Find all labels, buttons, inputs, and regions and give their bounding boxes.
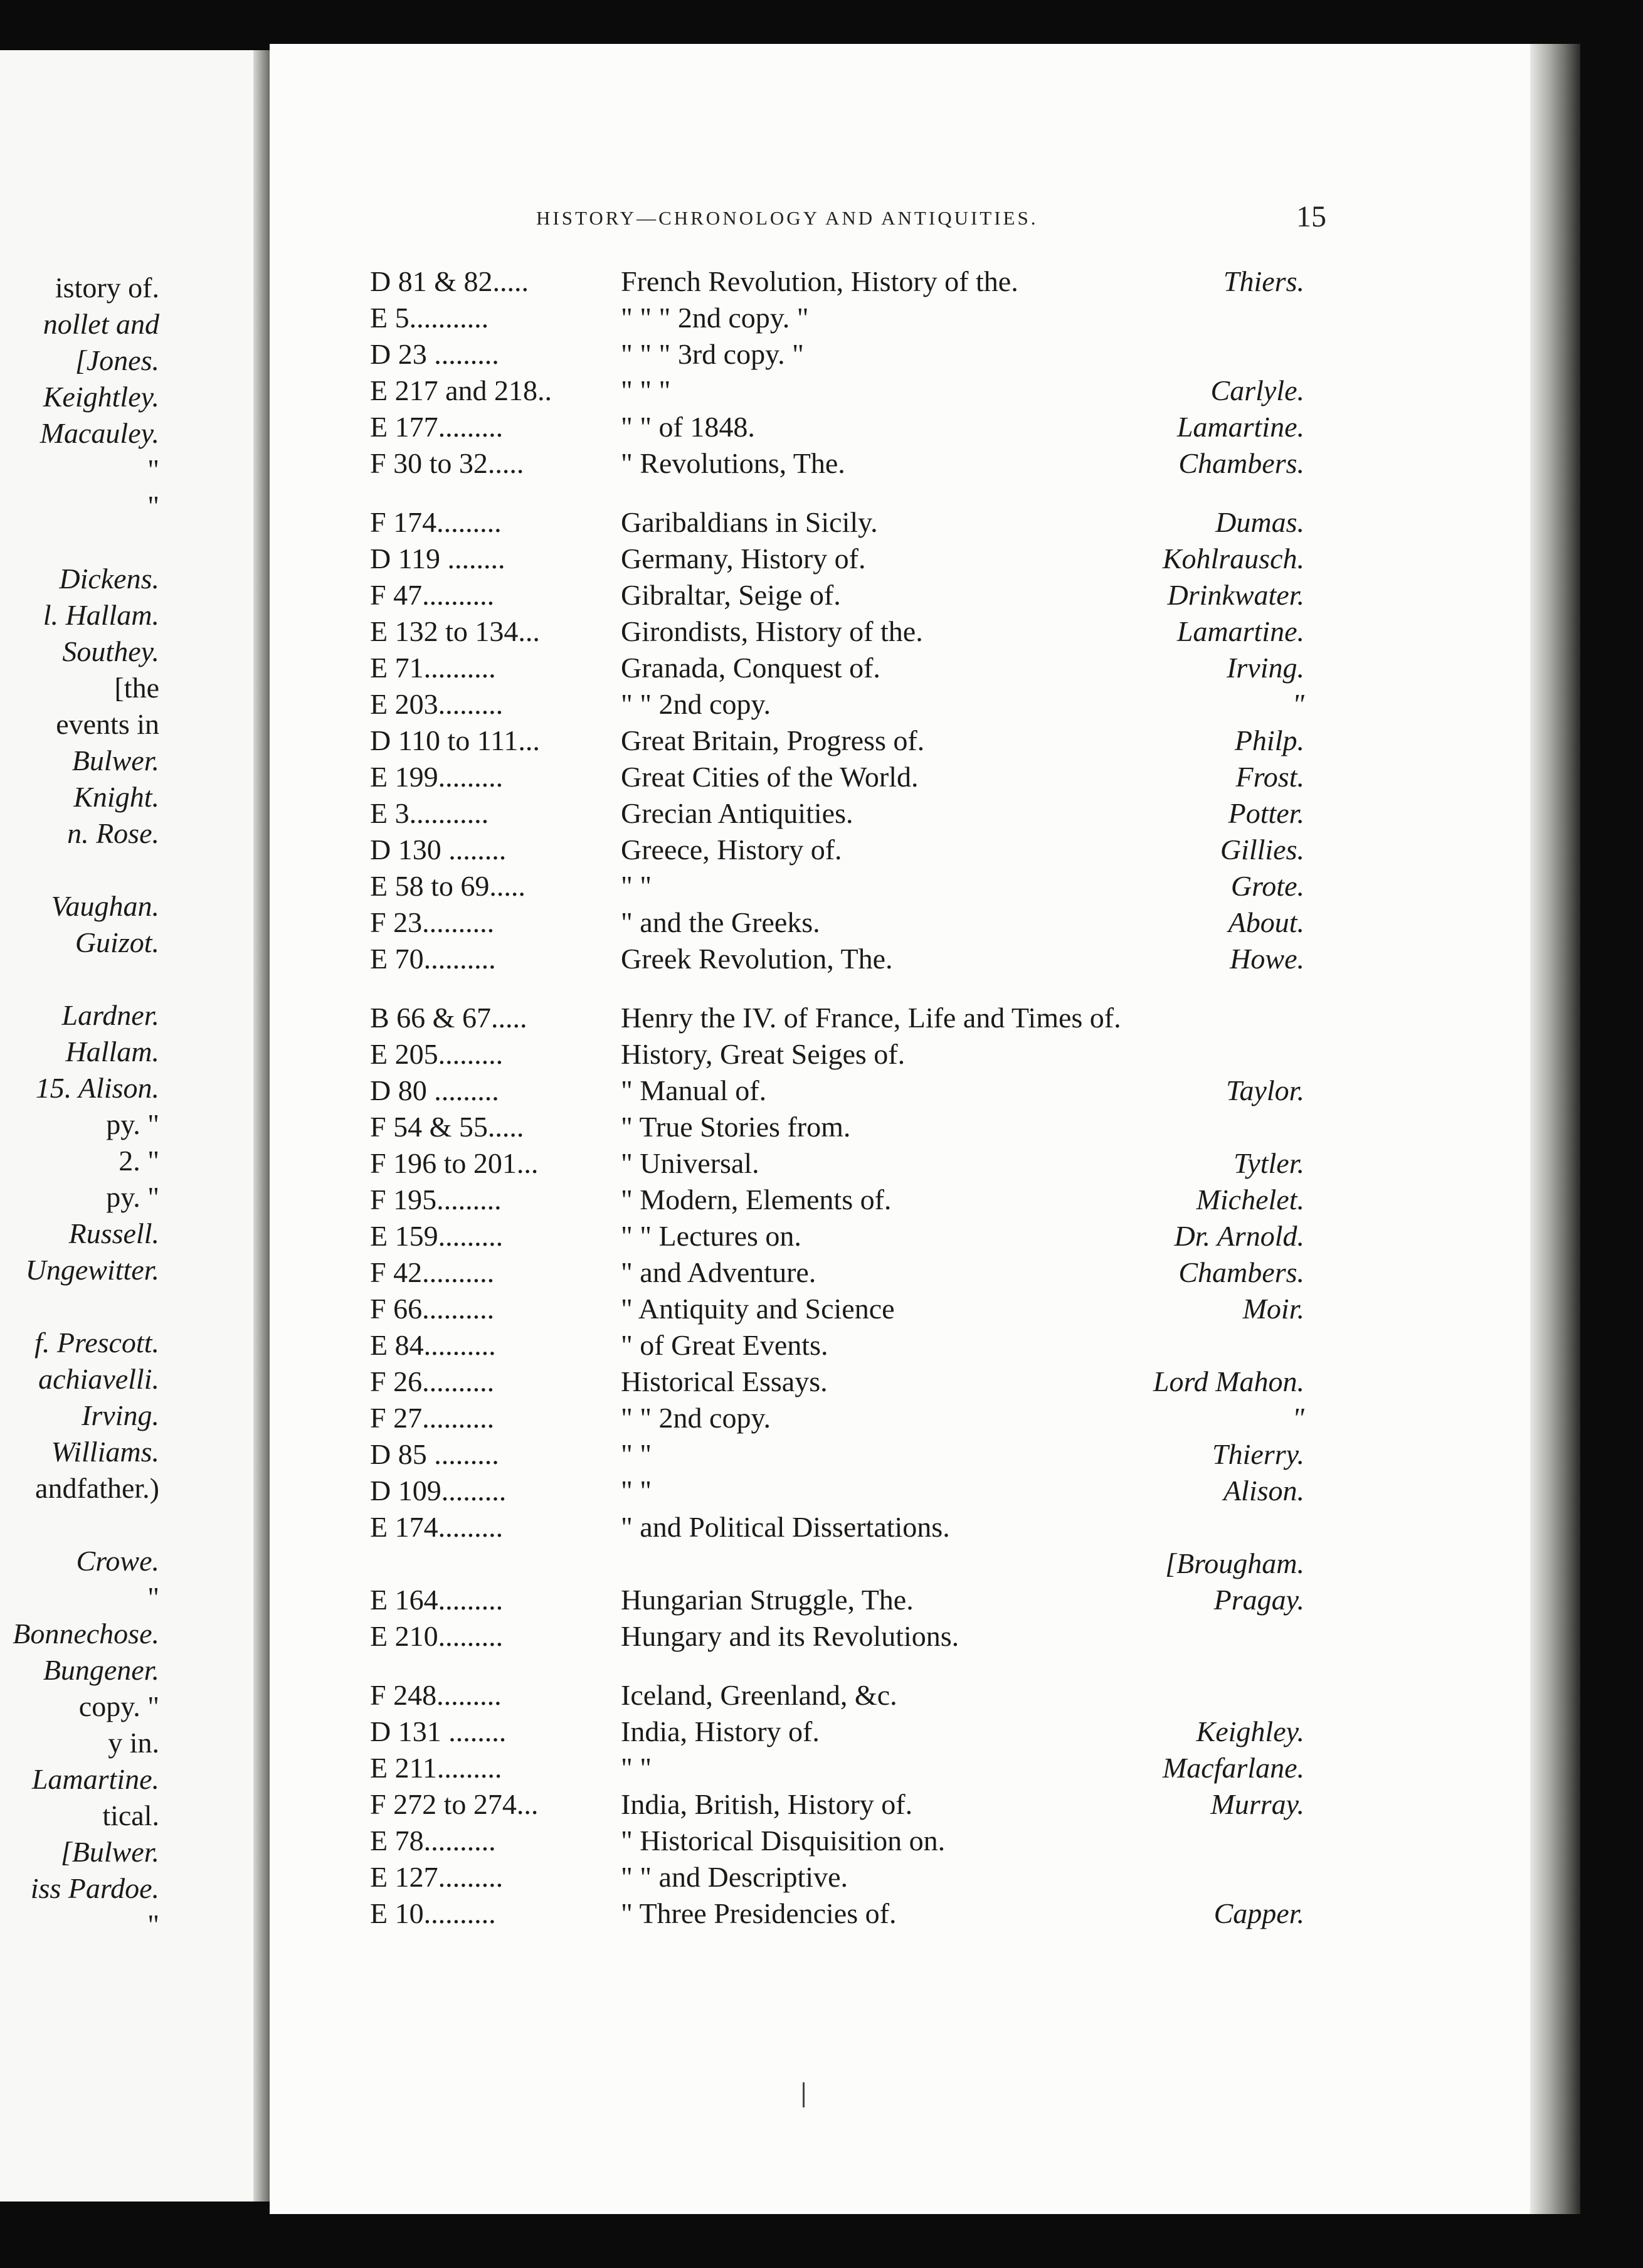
left-page-line: iss Pardoe. bbox=[30, 1872, 159, 1904]
entry-title: " " bbox=[621, 870, 652, 902]
entry-title: " Antiquity and Science bbox=[621, 1293, 895, 1325]
call-number: E 5........... bbox=[370, 302, 489, 334]
entry-title: " " " bbox=[621, 374, 671, 406]
entry-author: Moir. bbox=[1242, 1293, 1304, 1325]
entry-title: India, British, History of. bbox=[621, 1788, 913, 1820]
call-number: F 23.......... bbox=[370, 906, 495, 938]
entry-author: Thierry. bbox=[1212, 1438, 1304, 1470]
entry-title: Gibraltar, Seige of. bbox=[621, 579, 841, 611]
call-number: E 164......... bbox=[370, 1584, 504, 1616]
call-number: B 66 & 67..... bbox=[370, 1002, 527, 1034]
entry-title: Germany, History of. bbox=[621, 543, 866, 575]
entry-title: " " " 3rd copy. " bbox=[621, 338, 804, 370]
call-number: E 177......... bbox=[370, 411, 504, 443]
entry-author: Philp. bbox=[1234, 724, 1304, 756]
entry-author: Michelet. bbox=[1196, 1184, 1304, 1216]
left-page-line: Williams. bbox=[51, 1436, 159, 1468]
entry-title: " Revolutions, The. bbox=[621, 447, 845, 479]
entry-title: " " bbox=[621, 1752, 652, 1784]
entry-author: Grote. bbox=[1230, 870, 1304, 902]
left-page-line: py. " bbox=[106, 1181, 159, 1213]
call-number: E 127......... bbox=[370, 1861, 504, 1893]
call-number: F 26.......... bbox=[370, 1365, 495, 1397]
left-page-line: Russell. bbox=[68, 1217, 159, 1249]
left-page-line: [the bbox=[114, 672, 159, 704]
left-page-line: 15. Alison. bbox=[35, 1072, 159, 1104]
left-page-line: Dickens. bbox=[59, 563, 159, 595]
entry-author: " bbox=[1292, 688, 1304, 720]
call-number: E 199......... bbox=[370, 761, 504, 793]
left-page-line: [Jones. bbox=[75, 344, 159, 376]
entry-author: Carlyle. bbox=[1210, 374, 1304, 406]
call-number: F 27.......... bbox=[370, 1402, 495, 1434]
entry-author: Kohlrausch. bbox=[1162, 543, 1304, 575]
page-edge bbox=[1530, 44, 1580, 2214]
entry-title: " Historical Disquisition on. bbox=[621, 1825, 946, 1857]
call-number: D 23 ......... bbox=[370, 338, 499, 370]
call-number: E 78.......... bbox=[370, 1825, 496, 1857]
entry-title: Great Cities of the World. bbox=[621, 761, 919, 793]
call-number: E 3........... bbox=[370, 797, 489, 829]
call-number: F 272 to 274... bbox=[370, 1788, 539, 1820]
entry-author: Dr. Arnold. bbox=[1174, 1220, 1304, 1252]
call-number: F 54 & 55..... bbox=[370, 1111, 524, 1143]
entry-author: Keighley. bbox=[1196, 1715, 1304, 1747]
left-page-line: n. Rose. bbox=[67, 817, 159, 849]
call-number: F 47.......... bbox=[370, 579, 495, 611]
entry-author: Lord Mahon. bbox=[1153, 1365, 1304, 1397]
entry-title: " Manual of. bbox=[621, 1074, 767, 1106]
left-page-line: Crowe. bbox=[76, 1545, 159, 1577]
left-page-line: Macauley. bbox=[40, 417, 159, 449]
entry-title: Greece, History of. bbox=[621, 834, 842, 866]
running-header bbox=[536, 200, 1326, 233]
left-page-line: Vaughan. bbox=[51, 890, 159, 922]
call-number: D 109......... bbox=[370, 1475, 507, 1507]
call-number: E 71.......... bbox=[370, 652, 496, 684]
left-page-line: Lardner. bbox=[61, 999, 159, 1031]
call-number: E 174......... bbox=[370, 1511, 504, 1543]
entry-title: Henry the IV. of France, Life and Times of. bbox=[621, 1002, 1121, 1034]
call-number: E 205......... bbox=[370, 1038, 504, 1070]
left-page bbox=[0, 50, 270, 2202]
entry-title: Historical Essays. bbox=[621, 1365, 828, 1397]
entry-title: Greek Revolution, The. bbox=[621, 943, 893, 975]
entry-title: " " and Descriptive. bbox=[621, 1861, 848, 1893]
call-number: F 42.......... bbox=[370, 1256, 495, 1288]
call-number: F 248......... bbox=[370, 1679, 502, 1711]
entry-author: Irving. bbox=[1227, 652, 1304, 684]
left-page-line: Southey. bbox=[62, 635, 159, 667]
entry-title: Hungarian Struggle, The. bbox=[621, 1584, 914, 1616]
entry-title: " and Adventure. bbox=[621, 1256, 816, 1288]
entry-title: " " 2nd copy. bbox=[621, 688, 771, 720]
call-number: E 203......... bbox=[370, 688, 504, 720]
left-page-line: events in bbox=[56, 708, 159, 740]
entry-title: " Universal. bbox=[621, 1147, 759, 1179]
entry-title: Great Britain, Progress of. bbox=[621, 724, 925, 756]
entry-author: Frost. bbox=[1235, 761, 1304, 793]
running-title: HISTORY—CHRONOLOGY AND ANTIQUITIES. bbox=[536, 207, 1038, 229]
call-number: D 85 ......... bbox=[370, 1438, 499, 1470]
left-page-line: tical. bbox=[102, 1799, 159, 1831]
entry-title: " " Lectures on. bbox=[621, 1220, 801, 1252]
entry-title: " and the Greeks. bbox=[621, 906, 820, 938]
call-number: E 217 and 218.. bbox=[370, 374, 552, 406]
call-number: F 195......... bbox=[370, 1184, 502, 1216]
entry-title: India, History of. bbox=[621, 1715, 820, 1747]
entry-author: [Brougham. bbox=[1165, 1547, 1304, 1579]
entry-title: Girondists, History of the. bbox=[621, 615, 923, 647]
call-number: E 132 to 134... bbox=[370, 615, 540, 647]
entry-author: Howe. bbox=[1230, 943, 1304, 975]
left-page-line: nollet and bbox=[43, 308, 159, 340]
call-number: E 211......... bbox=[370, 1752, 502, 1784]
entry-author: Macfarlane. bbox=[1162, 1752, 1304, 1784]
entry-title: " True Stories from. bbox=[621, 1111, 851, 1143]
call-number: E 210......... bbox=[370, 1620, 504, 1652]
left-page-line: Ungewitter. bbox=[25, 1254, 159, 1286]
left-page-line: Irving. bbox=[82, 1399, 159, 1431]
call-number: E 159......... bbox=[370, 1220, 504, 1252]
entry-author: Lamartine. bbox=[1176, 411, 1304, 443]
entry-title: " " of 1848. bbox=[621, 411, 755, 443]
call-number: F 66.......... bbox=[370, 1293, 495, 1325]
call-number: D 110 to 111... bbox=[370, 724, 540, 756]
printer-mark bbox=[803, 2082, 805, 2107]
entry-title: " and Political Dissertations. bbox=[621, 1511, 950, 1543]
call-number: E 10.......... bbox=[370, 1897, 496, 1929]
entry-author: Chambers. bbox=[1178, 1256, 1304, 1288]
left-page-line: f. Prescott. bbox=[34, 1327, 159, 1359]
left-page-line: " bbox=[147, 1581, 159, 1613]
left-page-line: py. " bbox=[106, 1108, 159, 1140]
entry-author: Lamartine. bbox=[1176, 615, 1304, 647]
left-page-line: Guizot. bbox=[75, 926, 159, 958]
left-page-line: Hallam. bbox=[65, 1036, 159, 1068]
call-number: E 70.......... bbox=[370, 943, 496, 975]
call-number: F 196 to 201... bbox=[370, 1147, 539, 1179]
page-number: 15 bbox=[1296, 200, 1326, 233]
call-number: D 119 ........ bbox=[370, 543, 505, 575]
left-page-line: Lamartine. bbox=[31, 1763, 159, 1795]
left-page-line: " bbox=[147, 1909, 159, 1941]
entry-author: Tytler. bbox=[1234, 1147, 1304, 1179]
left-page-line: istory of. bbox=[55, 272, 159, 304]
entry-author: Thiers. bbox=[1223, 265, 1304, 297]
entry-title: Garibaldians in Sicily. bbox=[621, 506, 878, 538]
left-page-line: Keightley. bbox=[43, 381, 159, 413]
left-page-line: 2. " bbox=[119, 1145, 159, 1177]
left-page-line: Knight. bbox=[73, 781, 159, 813]
left-page-line: Bonnechose. bbox=[13, 1618, 159, 1650]
entry-author: Pragay. bbox=[1213, 1584, 1304, 1616]
call-number: D 130 ........ bbox=[370, 834, 507, 866]
left-page-line: [Bulwer. bbox=[60, 1836, 159, 1868]
call-number: D 81 & 82..... bbox=[370, 265, 529, 297]
call-number: F 174......... bbox=[370, 506, 502, 538]
left-page-line: y in. bbox=[108, 1727, 159, 1759]
page-gutter bbox=[253, 50, 270, 2202]
call-number: D 131 ........ bbox=[370, 1715, 507, 1747]
left-page-line: andfather.) bbox=[35, 1472, 159, 1504]
entry-author: Dumas. bbox=[1215, 506, 1304, 538]
call-number: F 30 to 32..... bbox=[370, 447, 524, 479]
entry-title: " " bbox=[621, 1438, 652, 1470]
entry-title: " " 2nd copy. bbox=[621, 1402, 771, 1434]
entry-author: Chambers. bbox=[1178, 447, 1304, 479]
entry-author: Gillies. bbox=[1220, 834, 1304, 866]
left-page-line: " bbox=[147, 490, 159, 522]
left-page-line: l. Hallam. bbox=[43, 599, 159, 631]
entry-author: Potter. bbox=[1228, 797, 1304, 829]
entry-author: " bbox=[1292, 1402, 1304, 1434]
entry-author: Drinkwater. bbox=[1167, 579, 1304, 611]
call-number: E 84.......... bbox=[370, 1329, 496, 1361]
entry-author: Capper. bbox=[1213, 1897, 1304, 1929]
entry-title: " " bbox=[621, 1475, 652, 1507]
left-page-line: achiavelli. bbox=[38, 1363, 159, 1395]
entry-author: About. bbox=[1228, 906, 1304, 938]
entry-title: " of Great Events. bbox=[621, 1329, 828, 1361]
left-page-line: Bungener. bbox=[43, 1654, 159, 1686]
entry-title: " Modern, Elements of. bbox=[621, 1184, 892, 1216]
call-number: D 80 ......... bbox=[370, 1074, 499, 1106]
left-page-line: Bulwer. bbox=[71, 745, 159, 776]
entry-title: French Revolution, History of the. bbox=[621, 265, 1018, 297]
call-number: E 58 to 69..... bbox=[370, 870, 526, 902]
entry-title: Iceland, Greenland, &c. bbox=[621, 1679, 897, 1711]
entry-author: Taylor. bbox=[1226, 1074, 1304, 1106]
entry-title: Granada, Conquest of. bbox=[621, 652, 880, 684]
left-page-line: copy. " bbox=[78, 1690, 159, 1722]
entry-author: Alison. bbox=[1223, 1475, 1304, 1507]
entry-title: " " " 2nd copy. " bbox=[621, 302, 809, 334]
entry-title: Hungary and its Revolutions. bbox=[621, 1620, 959, 1652]
entry-title: History, Great Seiges of. bbox=[621, 1038, 906, 1070]
left-page-line: " bbox=[147, 453, 159, 485]
entry-title: Grecian Antiquities. bbox=[621, 797, 853, 829]
entry-title: " Three Presidencies of. bbox=[621, 1897, 897, 1929]
entry-author: Murray. bbox=[1210, 1788, 1304, 1820]
